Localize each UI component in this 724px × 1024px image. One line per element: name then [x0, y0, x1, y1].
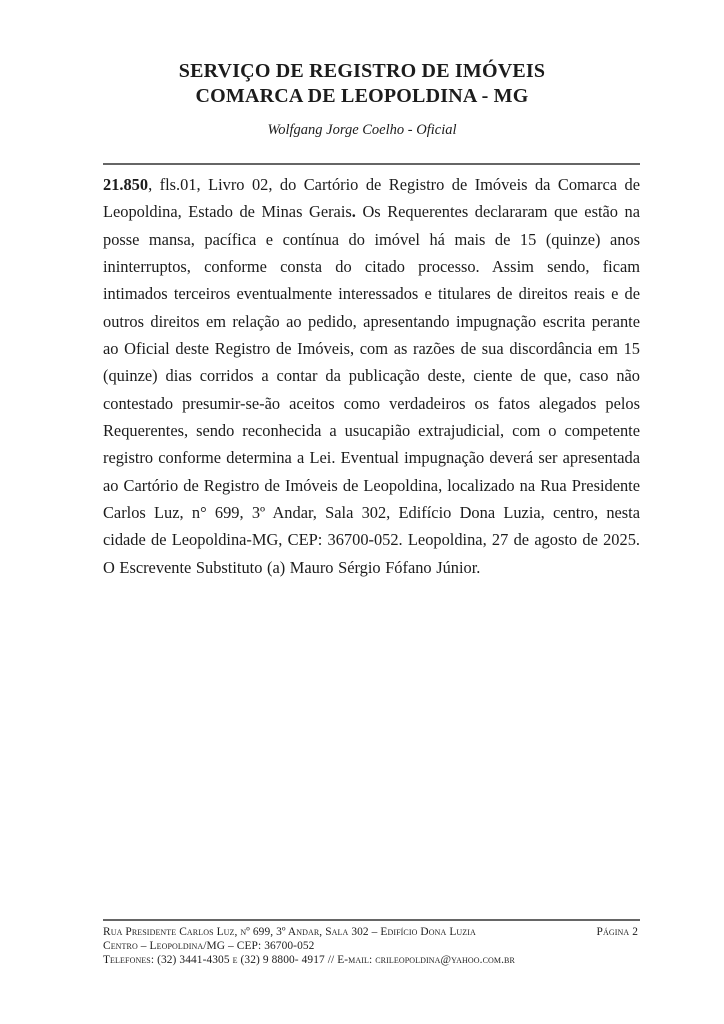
footer-address-line1: Rua Presidente Carlos Luz, nº 699, 3º Andar, Sala 302 – Edifício Dona Luzia: [103, 926, 476, 938]
footer-row-1: [103, 925, 640, 939]
footer-address-line2: Centro – Leopoldina/MG – CEP: 36700-052: [103, 940, 315, 953]
body-text-bold-segment: 21.850: [103, 175, 149, 194]
header-divider: [103, 163, 640, 165]
header-title-line2: COMARCA DE LEOPOLDINA - MG: [195, 84, 529, 107]
document-footer: [103, 919, 640, 968]
page-number: Página 2: [596, 926, 638, 938]
footer-contacts-line: Telefones: (32) 3441-4305 e (32) 9 8800- 4917 // E-mail: crileopoldina@yahoo.com.br: [103, 954, 515, 967]
body-text-segment: Os Requerentes declararam que estão na posse mansa, pacífica e contínua do imóvel há mais de 15 (quinze) anos ininterruptos, conforme consta do citado processo. Assim sendo, ficam intimados terceiros eventualmente interessados e titulares de direitos reais e de outros direitos em relação ao pedido, apresentando impugnação escrita perante ao Oficial deste Registro de Imóveis, com as razões de sua discordância em 15 (quinze) dias corridos a contar da publicação deste, ciente de que, caso não contestado presumir-se-ão aceitos como verdadeiros os fatos alegados pelos Requerentes, sendo reconhecida a usucapião extrajudicial, com o competente registro conforme determina a Lei. Eventual impugnação deverá ser apresentada ao Cartório de Registro de Imóveis de Leopoldina, localizado na Rua Presidente Carlos Luz, n° 699, 3º Andar, Sala 302, Edifício Dona Luzia, centro, nesta cidade de Leopoldina-MG, CEP: 36700-052. Leopoldina, 27 de agosto de 2025. O Escrevente Substituto (a) Mauro Sérgio Fófano Júnior.: [103, 202, 641, 577]
officer-subtitle: Wolfgang Jorge Coelho - Oficial: [267, 122, 457, 138]
body-text-bold-segment: .: [351, 202, 356, 222]
header-title-line1: SERVIÇO DE REGISTRO DE IMÓVEIS: [178, 60, 546, 82]
body-paragraph: [103, 171, 640, 581]
body-text-segment: , fls.01, Livro 02, do Cartório de Registro de Imóveis da Comarca de Leopoldina, Estado de Minas Gerais: [103, 175, 640, 222]
document-header: [0, 59, 724, 139]
